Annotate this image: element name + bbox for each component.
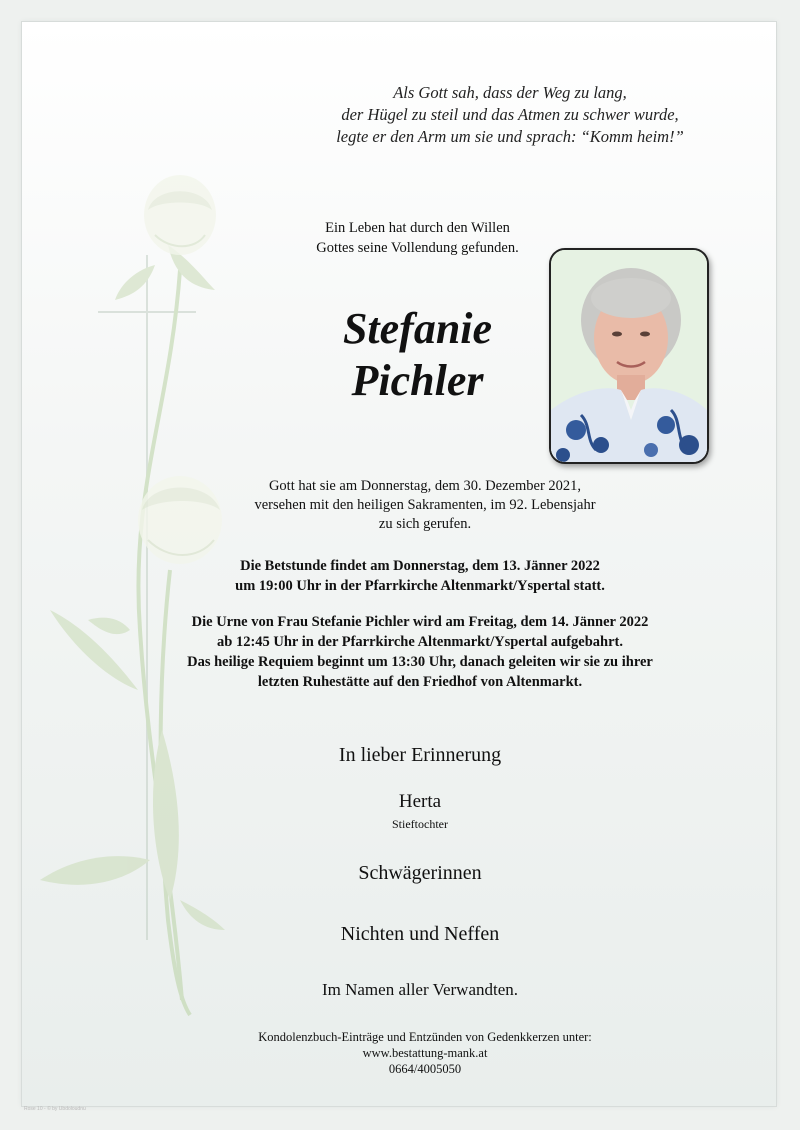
mourner-relation: Stieftochter — [392, 817, 448, 831]
intro-text — [290, 218, 545, 258]
condolence-info: Kondolenzbuch-Einträge und Entzünden von Gedenkkerzen unter: — [258, 1030, 592, 1044]
death-notice-line: versehen mit den heiligen Sakramenten, im 92. Lebensjahr — [254, 497, 596, 513]
website-link[interactable]: www.bestattung-mank.at — [362, 1046, 488, 1060]
portrait-illustration — [551, 250, 707, 462]
prayer-hour-notice — [170, 556, 670, 596]
urn-notice-line: letzten Ruhestätte auf den Friedhof von Altenmarkt. — [257, 674, 583, 690]
mourner-name: Herta — [398, 791, 442, 812]
urn-notice-line: ab 12:45 Uhr in der Pfarrkirche Altenmarkt/Yspertal aufgebahrt. — [217, 634, 623, 650]
deceased-name — [300, 303, 535, 407]
rose-leaf — [88, 618, 130, 634]
rose-leaf — [115, 265, 155, 300]
first-name: Stefanie — [342, 304, 493, 353]
image-credit: Rose 10 - © by Ubdoloudnu — [24, 1106, 86, 1112]
rose-leaf — [180, 900, 225, 930]
urn-notice-line: Die Urne von Frau Stefanie Pichler wird am Freitag, dem 14. Jänner 2022 — [191, 614, 649, 630]
prayer-hour-line: Die Betstunde findet am Donnerstag, dem 13. Jänner 2022 — [240, 558, 600, 574]
poem-line: Als Gott sah, dass der Weg zu lang, — [393, 83, 627, 102]
condolence-footer — [200, 1029, 650, 1077]
death-notice-line: zu sich gerufen. — [378, 516, 472, 532]
poem-line: legte er den Arm um sie und sprach: “Komm heim!” — [336, 127, 684, 146]
rose-leaf — [40, 856, 150, 885]
phone-number: 0664/4005050 — [388, 1062, 462, 1076]
intro-line: Ein Leben hat durch den Willen — [325, 220, 510, 236]
mourner-group-sisters-in-law: Schwägerinnen — [358, 862, 482, 884]
urn-and-requiem-notice — [150, 612, 690, 692]
prayer-hour-line: um 19:00 Uhr in der Pfarrkirche Altenmarkt/Yspertal statt. — [235, 578, 605, 594]
last-name: Pichler — [351, 356, 484, 405]
remembrance-heading: In lieber Erinnerung — [338, 744, 502, 766]
portrait-photo — [549, 248, 709, 464]
rose-bloom-upper — [144, 175, 216, 255]
intro-line: Gottes seine Vollendung gefunden. — [316, 240, 519, 256]
poem-line: der Hügel zu steil und das Atmen zu schwer wurde, — [341, 105, 679, 124]
rose-leaf — [153, 730, 179, 900]
urn-notice-line: Das heilige Requiem beginnt um 13:30 Uhr, danach geleiten wir sie zu ihrer — [187, 654, 653, 670]
death-notice — [220, 477, 630, 534]
mourner-group-nieces-nephews: Nichten und Neffen — [340, 923, 500, 945]
death-notice-line: Gott hat sie am Donnerstag, dem 30. Dezember 2021, — [268, 478, 582, 494]
poem — [300, 82, 720, 148]
relatives-line: Im Namen aller Verwandten. — [321, 980, 519, 999]
